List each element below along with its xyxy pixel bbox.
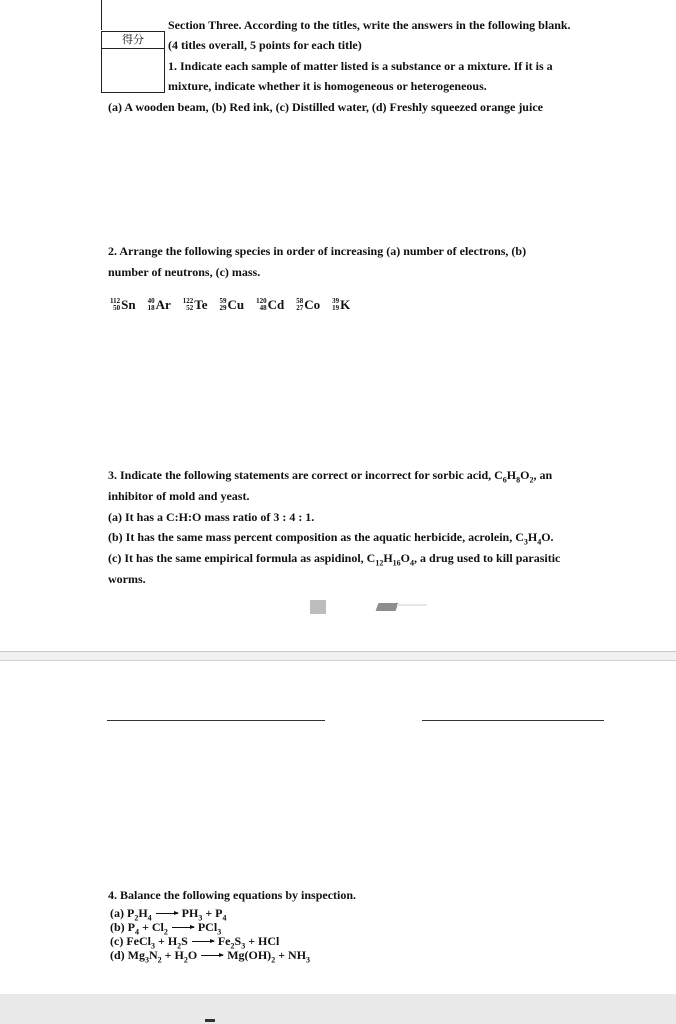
scan-artifact bbox=[376, 603, 399, 611]
section-note: (4 titles overall, 5 points for each title) bbox=[168, 38, 362, 52]
equation-b: (b) $P_4 + Cl_2$ PCl$_3$ bbox=[110, 920, 222, 937]
isotope-list bbox=[110, 292, 359, 312]
isotope-te: 122 52 Te bbox=[182, 297, 208, 312]
q3-statement-a: (a) It has a C:H:O mass ratio of 3 : 4 : 1. bbox=[108, 510, 315, 524]
q4-title: 4. Balance the following equations by inspection. bbox=[108, 888, 357, 902]
scan-artifact bbox=[397, 604, 427, 606]
isotope-ar: 40 18 Ar bbox=[147, 297, 171, 312]
q3-line1: 3. Indicate the following statements are correct or incorrect for sorbic acid, $C_6H_8O_2$, an bbox=[108, 468, 553, 485]
q3-statement-c: (c) It has the same empirical formula as aspidinol, $C_{12}H_{16}O_4$, a drug used to kill parasitic bbox=[108, 551, 561, 568]
score-box bbox=[101, 31, 165, 93]
q2-line1: 2. Arrange the following species in order of increasing (a) number of electrons, (b) bbox=[108, 244, 527, 258]
q1-line2: mixture, indicate whether it is homogeneous or heterogeneous. bbox=[168, 79, 487, 93]
answer-rule-right bbox=[422, 720, 604, 721]
answer-rule-left bbox=[107, 720, 325, 721]
equation-d: (d) $Mg_3N_2 + H_2O$ $Mg(OH)_2 + NH_3$ bbox=[110, 948, 311, 965]
scan-artifact bbox=[205, 1019, 215, 1022]
q3-line-end: worms. bbox=[108, 572, 146, 586]
q1-line3: (a) A wooden beam, (b) Red ink, (c) Distilled water, (d) Freshly squeezed orange juice bbox=[108, 100, 543, 114]
isotope-cd: 120 48 Cd bbox=[256, 297, 285, 312]
score-box-label: 得分 bbox=[102, 32, 164, 49]
section-title: Section Three. According to the titles, write the answers in the following blank. bbox=[168, 18, 571, 32]
equation-a: (a) $P_2H_4$ $PH_3 + P_4$ bbox=[110, 906, 227, 923]
q3-statement-b: (b) It has the same mass percent composition as the aquatic herbicide, acrolein, $C_3H_4O$. bbox=[108, 530, 554, 547]
scan-artifact bbox=[310, 600, 326, 614]
page-gap bbox=[0, 652, 676, 660]
isotope-co: 58 27 Co bbox=[296, 297, 321, 312]
equation-c: (c) FeCl$_3$ + $H_2S$ $Fe_2S_3$ + HCl bbox=[110, 934, 280, 951]
viewer-footer bbox=[0, 994, 676, 1024]
isotope-cu: 59 29 Cu bbox=[219, 297, 245, 312]
q1-line1: 1. Indicate each sample of matter listed is a substance or a mixture. If it is a bbox=[168, 59, 553, 73]
isotope-sn: 112 50 Sn bbox=[110, 297, 136, 312]
document-page-2 bbox=[0, 660, 676, 994]
score-box-rule bbox=[101, 0, 102, 30]
q2-line2: number of neutrons, (c) mass. bbox=[108, 265, 261, 279]
isotope-k: 39 19 K bbox=[332, 297, 351, 312]
q3-line2: inhibitor of mold and yeast. bbox=[108, 489, 250, 503]
